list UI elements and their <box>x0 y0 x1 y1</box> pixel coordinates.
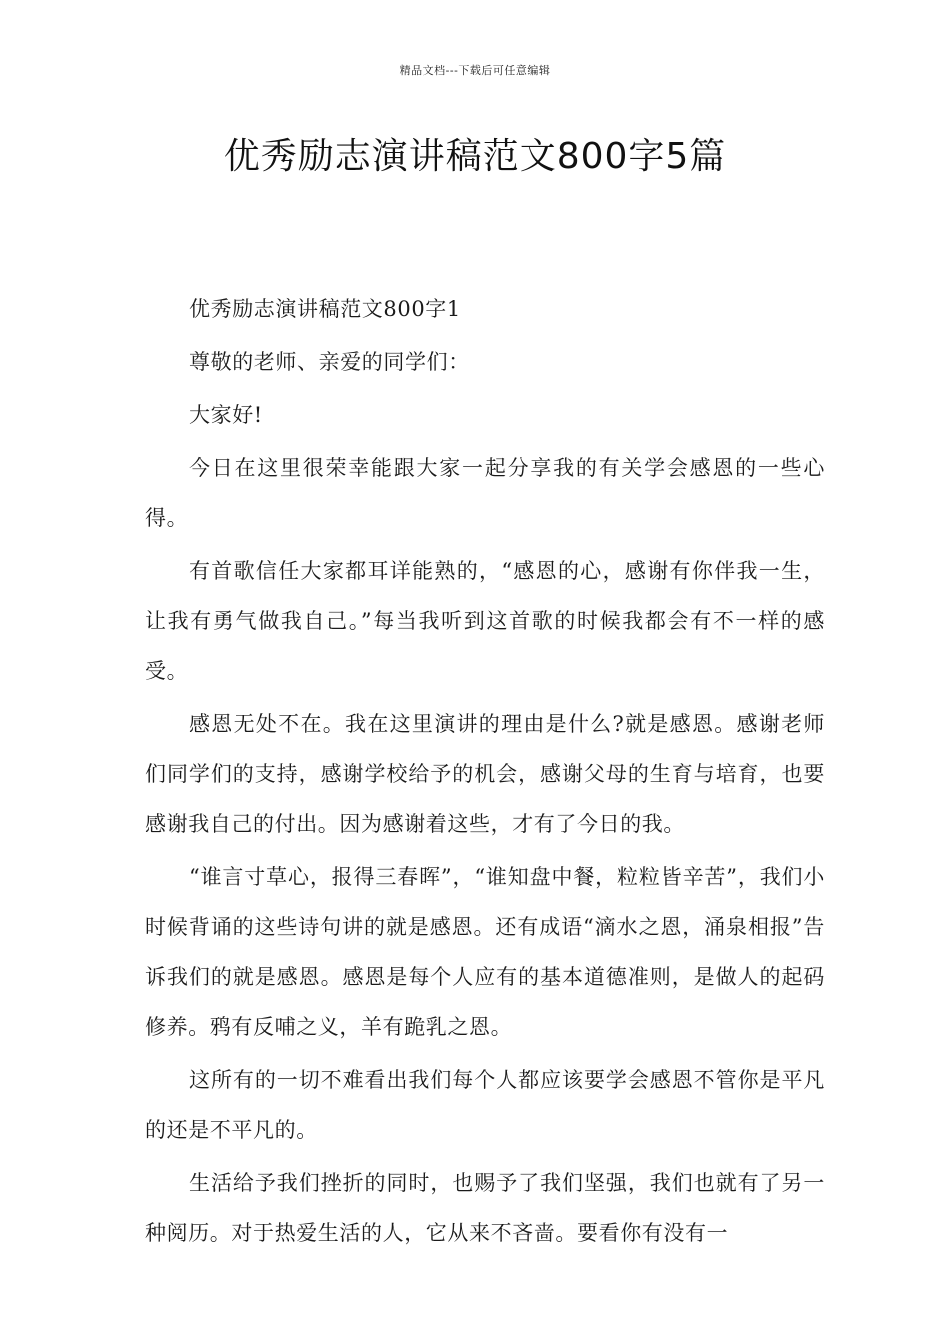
header-note: 精品文档---下载后可任意编辑 <box>399 64 551 77</box>
paragraph: 有首歌信任大家都耳详能熟的，“感恩的心，感谢有你伴我一生，让我有勇气做我自己。”每当我听到这首歌的时候我都会有不一样的感受。 <box>145 559 825 683</box>
page-title: 优秀励志演讲稿范文800字5篇 <box>223 136 727 177</box>
greeting: 大家好! <box>189 403 263 427</box>
document-body <box>145 284 825 1261</box>
paragraph: 生活给予我们挫折的同时，也赐予了我们坚强，我们也就有了另一种阅历。对于热爱生活的人，它从来不吝啬。要看你有没有一 <box>145 1171 825 1245</box>
salutation: 尊敬的老师、亲爱的同学们： <box>189 350 470 374</box>
section-heading: 优秀励志演讲稿范文800字1 <box>189 297 461 321</box>
paragraph: 感恩无处不在。我在这里演讲的理由是什么?就是感恩。感谢老师们同学们的支持，感谢学校给予的机会，感谢父母的生育与培育，也要感谢我自己的付出。因为感谢着这些，才有了今日的我。 <box>145 712 825 836</box>
paragraph: “谁言寸草心，报得三春晖”，“谁知盘中餐，粒粒皆辛苦”，我们小时候背诵的这些诗句讲的就是感恩。还有成语“滴水之恩，涌泉相报”告诉我们的就是感恩。感恩是每个人应有的基本道德准则，是做人的起码修养。鸦有反哺之义，羊有跪乳之恩。 <box>145 865 825 1039</box>
paragraph: 今日在这里很荣幸能跟大家一起分享我的有关学会感恩的一些心得。 <box>145 456 825 530</box>
paragraph: 这所有的一切不难看出我们每个人都应该要学会感恩不管你是平凡的还是不平凡的。 <box>145 1068 825 1142</box>
